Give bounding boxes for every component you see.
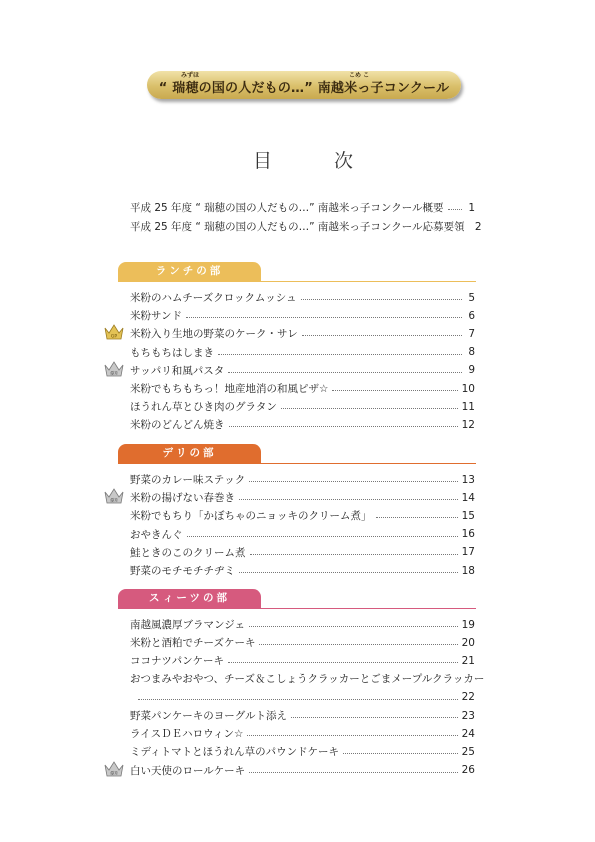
silver-crown-icon bbox=[104, 488, 124, 505]
gold-crown-icon bbox=[104, 324, 124, 341]
leader-dots bbox=[239, 572, 458, 573]
toc-entry[interactable] bbox=[130, 362, 475, 379]
banner-title: “ 瑞穂の国の人だもの…” 南越米っ子コンクール bbox=[158, 81, 450, 96]
page-number: 7 bbox=[468, 327, 475, 340]
leader-dots bbox=[281, 408, 458, 409]
leader-dots bbox=[187, 536, 458, 537]
leader-dots bbox=[138, 699, 458, 700]
award-badge-text: 優秀 bbox=[110, 770, 118, 776]
entry-title: 米粉でもちり「かぼちゃのニョッキのクリーム煮」 bbox=[130, 510, 372, 523]
leader-dots bbox=[228, 372, 462, 373]
award-badge-text: 優秀 bbox=[110, 370, 118, 376]
toc-entry[interactable] bbox=[130, 380, 475, 397]
page-number: 6 bbox=[468, 309, 475, 322]
toc-entry[interactable] bbox=[130, 507, 475, 524]
page-number: 5 bbox=[468, 291, 475, 304]
entry-title: 米粉のどんどん焼き bbox=[130, 419, 225, 432]
entry-title: ミディトマトとほうれん草のパウンドケーキ bbox=[130, 746, 339, 759]
entry-title: 野菜のカレー味ステック bbox=[130, 474, 246, 486]
toc-entry-continuation[interactable] bbox=[130, 689, 475, 706]
leader-dots bbox=[186, 317, 462, 318]
section-header: スィーツの部 bbox=[118, 589, 261, 608]
leader-dots bbox=[249, 481, 457, 482]
leader-dots bbox=[249, 626, 458, 627]
silver-crown-icon bbox=[104, 361, 124, 378]
leader-dots bbox=[291, 717, 458, 718]
page-number: 16 bbox=[461, 528, 475, 541]
entry-title: サッパリ和風パスタ bbox=[130, 364, 225, 377]
entry-title: 米粉サンド bbox=[130, 310, 182, 323]
page-number: 17 bbox=[461, 546, 475, 559]
page-number: 22 bbox=[461, 691, 475, 704]
toc-entry[interactable] bbox=[130, 526, 475, 543]
section-divider bbox=[118, 608, 476, 609]
entry-title: 米粉の揚げない春巻き bbox=[130, 492, 235, 505]
leader-dots bbox=[218, 354, 462, 355]
leader-dots bbox=[229, 426, 458, 427]
toc-entry[interactable] bbox=[130, 762, 475, 779]
banner-ruby-komeko: こめ こ bbox=[349, 72, 370, 79]
toc-title-char-2: 次 bbox=[334, 150, 354, 172]
entry-title: 野菜のモチモチチヂミ bbox=[130, 565, 235, 577]
page-number: 1 bbox=[468, 201, 475, 214]
banner-ruby-mizuho: みずほ bbox=[181, 72, 200, 79]
entry-title: 米粉と酒粕でチーズケーキ bbox=[130, 637, 256, 650]
entry-title: 米粉のハムチーズクロックムッシュ bbox=[130, 292, 297, 304]
page-number: 12 bbox=[461, 418, 475, 431]
entry-title: おやきんぐ bbox=[130, 528, 183, 541]
toc-entry[interactable] bbox=[130, 544, 475, 561]
toc-entry[interactable] bbox=[130, 344, 475, 361]
award-badge-text: GP bbox=[110, 334, 118, 340]
silver-crown-icon bbox=[104, 761, 124, 778]
toc-entry[interactable] bbox=[130, 652, 475, 669]
page-number: 19 bbox=[461, 618, 475, 631]
entry-title: 白い天使のロールケーキ bbox=[130, 764, 246, 777]
page-number: 25 bbox=[461, 745, 475, 758]
page-number: 8 bbox=[468, 346, 475, 359]
toc-entry[interactable] bbox=[130, 471, 475, 488]
entry-title: ココナツパンケーキ bbox=[130, 655, 224, 668]
page-number: 21 bbox=[461, 654, 475, 667]
leader-dots bbox=[301, 299, 462, 300]
entry-title: もちもちはしまき bbox=[130, 346, 214, 359]
leader-dots bbox=[259, 644, 457, 645]
page-number: 18 bbox=[461, 564, 475, 577]
toc-entry[interactable] bbox=[130, 725, 475, 742]
page-number: 13 bbox=[461, 473, 475, 486]
page-number: 14 bbox=[461, 491, 475, 504]
award-badge-text: 優秀 bbox=[110, 497, 118, 503]
entry-title: 南越風濃厚ブラマンジェ bbox=[130, 619, 246, 631]
toc-entry[interactable] bbox=[130, 307, 475, 324]
toc-entry[interactable] bbox=[130, 616, 475, 633]
page-number: 23 bbox=[461, 709, 475, 722]
page-number: 2 bbox=[474, 220, 482, 233]
leader-dots bbox=[249, 772, 458, 773]
toc-entry[interactable] bbox=[130, 489, 475, 506]
toc-entry[interactable] bbox=[130, 743, 475, 760]
entry-title: 鮭ときのこのクリーム煮 bbox=[130, 546, 246, 559]
toc-entry[interactable] bbox=[130, 562, 475, 579]
section-header: デリの部 bbox=[118, 444, 261, 463]
toc-title-char-1: 目 bbox=[253, 150, 273, 172]
page-number: 24 bbox=[461, 727, 475, 740]
intro-entry[interactable] bbox=[130, 199, 475, 216]
entry-title: 米粉入り生地の野菜のケーク・サレ bbox=[130, 328, 298, 341]
section-divider bbox=[118, 281, 476, 282]
toc-entry[interactable] bbox=[130, 325, 475, 342]
page-number: 20 bbox=[461, 636, 475, 649]
entry-title: ライスＤＥハロウィン☆ bbox=[130, 728, 244, 741]
entry-title: ほうれん草とひき肉のグラタン bbox=[130, 401, 277, 414]
entry-title: 平成 25 年度 “ 瑞穂の国の人だもの…” 南越米っ子コンクール概要 bbox=[130, 202, 444, 214]
leader-dots bbox=[448, 209, 462, 210]
toc-entry[interactable] bbox=[130, 707, 475, 724]
page-number: 9 bbox=[468, 364, 475, 377]
leader-dots bbox=[228, 662, 458, 663]
page-number: 15 bbox=[461, 509, 475, 522]
page-number: 10 bbox=[461, 382, 475, 395]
section-header: ランチの部 bbox=[118, 262, 261, 281]
intro-entry[interactable] bbox=[130, 218, 482, 235]
toc-entry[interactable] bbox=[130, 634, 475, 651]
contest-title-banner bbox=[147, 71, 461, 99]
leader-dots bbox=[332, 390, 457, 391]
leader-dots bbox=[247, 735, 457, 736]
leader-dots bbox=[302, 335, 462, 336]
page-number: 26 bbox=[461, 764, 475, 777]
section-divider bbox=[118, 463, 476, 464]
page-number: 11 bbox=[461, 400, 475, 413]
leader-dots bbox=[239, 499, 458, 500]
entry-title: 野菜パンケーキのヨーグルト添え bbox=[130, 710, 287, 722]
leader-dots bbox=[343, 753, 458, 754]
entry-title: 米粉でもちもちっ！地産地消の和風ピザ☆ bbox=[130, 383, 329, 395]
toc-entry[interactable] bbox=[130, 416, 475, 433]
toc-entry[interactable] bbox=[130, 398, 475, 415]
entry-title[interactable]: おつまみやおやつ、チーズ＆こしょうクラッカーとごまメープルクラッカー bbox=[130, 672, 485, 685]
leader-dots bbox=[250, 554, 458, 555]
entry-title: 平成 25 年度 “ 瑞穂の国の人だもの…” 南越米っ子コンクール応募要領 bbox=[130, 221, 465, 233]
leader-dots bbox=[376, 517, 458, 518]
toc-entry[interactable] bbox=[130, 289, 475, 306]
